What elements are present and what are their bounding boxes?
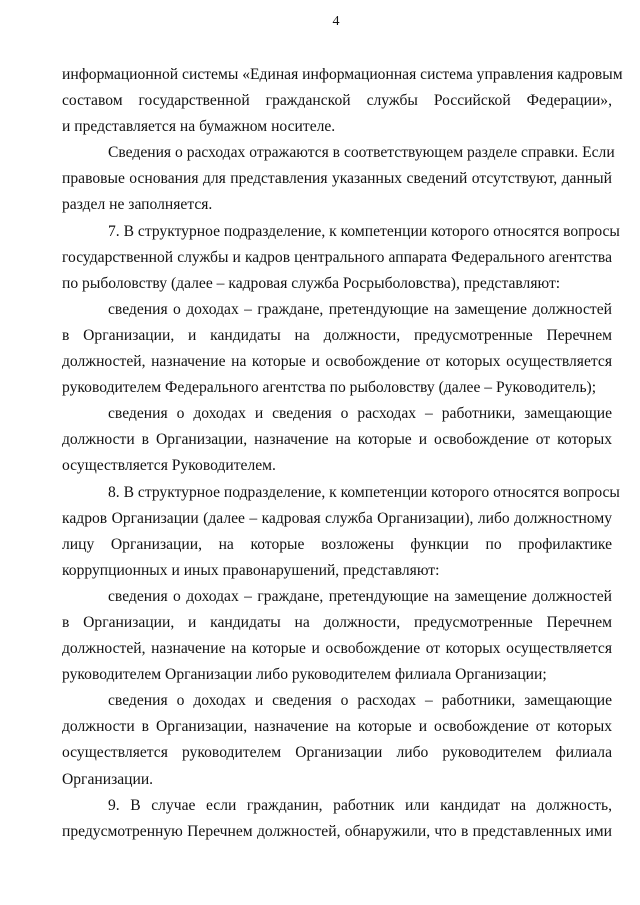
text-line: руководителем Организации либо руководителем филиала Организации; (62, 666, 547, 684)
text-line: составом государственной гражданской службы Российской Федерации», (62, 92, 612, 110)
text-line: в Организации, и кандидаты на должности, предусмотренные Перечнем (62, 326, 612, 344)
text-line: должностей, назначение на которые и освобождение от которых осуществляется (62, 640, 612, 658)
text-line: коррупционных и иных правонарушений, представляют: (62, 561, 440, 579)
page-number: 4 (332, 14, 340, 29)
text-line: руководителем Федерального агентства по рыболовству (далее – Руководитель); (62, 379, 597, 397)
text-line: в Организации, и кандидаты на должности, предусмотренные Перечнем (62, 613, 612, 631)
text-line: кадров Организации (далее – кадровая служба Организации), либо должностному (62, 509, 612, 527)
text-line: осуществляется руководителем Организации либо руководителем филиала (62, 744, 612, 762)
text-line: сведения о доходах и сведения о расходах – работники, замещающие (108, 405, 612, 423)
text-line: раздел не заполняется. (62, 196, 213, 214)
text-line: сведения о доходах – граждане, претендующие на замещение должностей (108, 587, 612, 605)
text-line: 9. В случае если гражданин, работник или кандидат на должность, (108, 796, 612, 814)
text-line: Организации. (62, 770, 154, 788)
text-line: 7. В структурное подразделение, к компетенции которого относятся вопросы (108, 222, 620, 240)
text-line: 8. В структурное подразделение, к компетенции которого относятся вопросы (108, 483, 620, 501)
text-line: правовые основания для представления указанных сведений отсутствуют, данный (62, 170, 612, 188)
text-line: информационной системы «Единая информационная система управления кадровым (62, 66, 623, 83)
text-line: должности в Организации, назначение на которые и освобождение от которых (62, 718, 612, 736)
text-line: должности в Организации, назначение на которые и освобождение от которых (62, 431, 612, 449)
text-line: лицу Организации, на которые возложены функции по профилактике (62, 535, 612, 553)
text-line: государственной службы и кадров центрального аппарата Федерального агентства (62, 248, 612, 266)
text-line: предусмотренную Перечнем должностей, обнаружили, что в представленных ими (62, 822, 612, 840)
text-line: осуществляется Руководителем. (62, 457, 276, 475)
text-line: сведения о доходах – граждане, претендующие на замещение должностей (108, 300, 612, 318)
text-line: должностей, назначение на которые и освобождение от которых осуществляется (62, 353, 612, 371)
text-line: сведения о доходах и сведения о расходах – работники, замещающие (108, 692, 612, 710)
text-line: Сведения о расходах отражаются в соответствующем разделе справки. Если (108, 144, 615, 162)
text-line: по рыболовству (далее – кадровая служба Росрыболовства), представляют: (62, 274, 561, 292)
text-line: и представляется на бумажном носителе. (62, 118, 336, 136)
document-body (62, 62, 623, 845)
